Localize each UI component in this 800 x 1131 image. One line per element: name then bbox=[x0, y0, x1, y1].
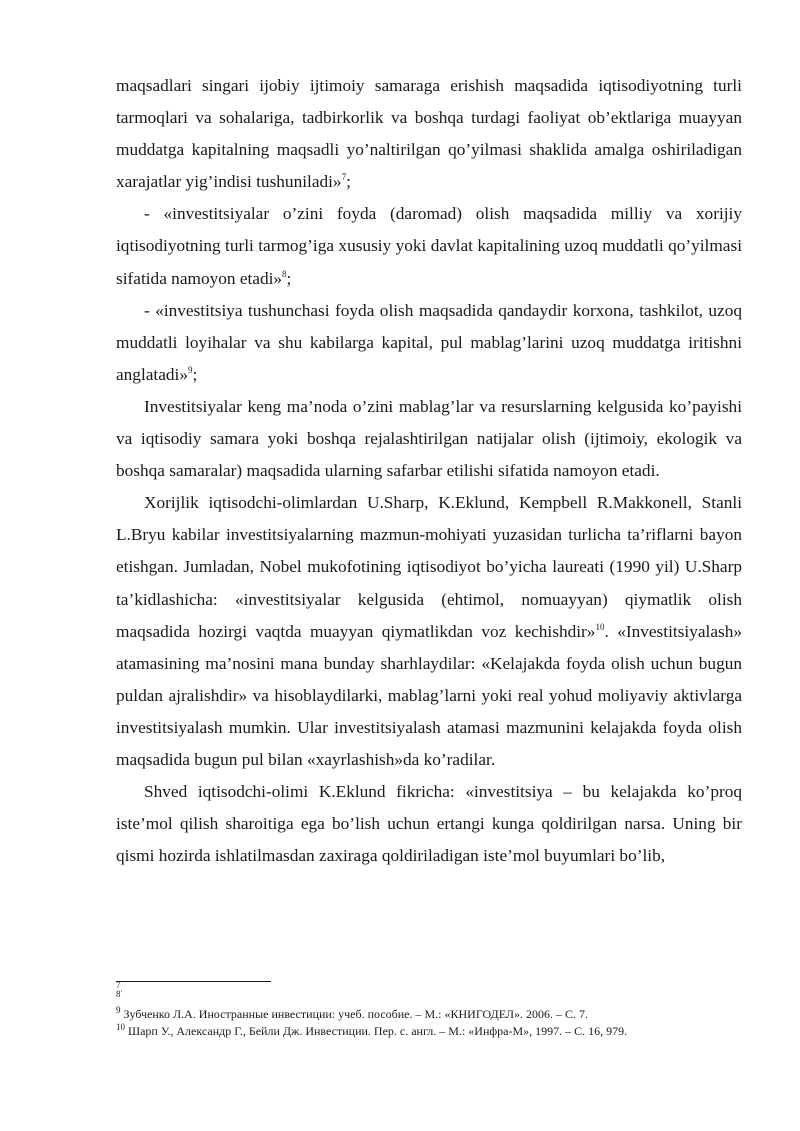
footnote-text: Шарп У., Александр Г., Бейли Дж. Инвестиции. Пер. с. англ. – М.: «Инфра-М», 1997. – С. 16, 979. bbox=[128, 1024, 628, 1039]
footnote-ref-10[interactable]: 10 bbox=[595, 621, 605, 632]
footnotes bbox=[116, 980, 742, 1040]
paragraph-4 bbox=[116, 391, 742, 487]
paragraph-3 bbox=[116, 295, 742, 391]
paragraph-5-text: Xorijlik iqtisodchi-olimlardan U.Sharp, K.Eklund, Kempbell R.Makkonell, Stanli L.Bryu kabilar investitsiyalarning mazmun-mohiyati yuzasidan turlicha ta’riflarni bayon etishgan. Jumladan, Nobel mukofotining iqtisodiyot bo’yicha laureati (1990 yil) U.Sharp ta’kidlashicha: «investitsiyalar kelgusida (ehtimol, nomuayyan) qiymatlik olish maqsadida hozirgi vaqtda muayyan qiymatlikdan voz kechishdir» bbox=[116, 493, 742, 641]
paragraph-1-end: ; bbox=[346, 172, 351, 192]
paragraph-2-end: ; bbox=[286, 268, 292, 288]
footnote-text: . bbox=[120, 984, 123, 994]
footnote-number: 7 bbox=[116, 980, 121, 990]
paragraph-6 bbox=[116, 776, 742, 872]
paragraph-5-end: . «Investitsiyalash» atamasining ma’nosini mana bunday sharhlaydilar: «Kelajakda foyda olish uchun bugun puldan ajralishdir» va hisoblaydilarki, mablag’larni yoki real yohud moliyaviy aktivlarga investitsiyalash mumkin. Ular investitsiyalash atamasi mazmunini kelajakda foyda olish maqsadida bugun pul bilan «xayrlashish»da ko’radilar. bbox=[116, 621, 743, 769]
footnote-7 bbox=[116, 980, 742, 994]
footnote-ref-9[interactable]: 9 bbox=[187, 365, 193, 376]
paragraph-1-text: maqsadlari singari ijobiy ijtimoiy samaraga erishish maqsadida iqtisodiyotning turli tarmoqlari va sohalariga, tadbirkorlik va boshqa turdagi faoliyat ob’ektlariga muayyan muddatga kapitalning maqsadli yo’naltirilgan qo’yilmasi shaklida amalga oshiriladigan xarajatlar yig’indisi tushuniladi» bbox=[116, 76, 742, 192]
footnote-number: 8 bbox=[116, 988, 121, 999]
footnote-ref-8[interactable]: 8 bbox=[282, 268, 287, 279]
paragraph-6-text: Shved iqtisodchi-olimi K.Eklund fikricha: «investitsiya – bu kelajakda ko’proq iste’mol qilish sharoitiga ega bo’lish uchun ertangi kunga qoldirilgan narsa. Uning bir qismi hozirda ishlatilmasdan zaxiraga qoldiriladigan iste’mol buyumlari bo’lib, bbox=[116, 782, 742, 866]
footnote-9 bbox=[116, 1006, 742, 1023]
footnote-ref-7[interactable]: 7 bbox=[341, 172, 347, 183]
paragraph-3-text: - «investitsiya tushunchasi foyda olish maqsadida qandaydir korxona, tashkilot, uzoq muddatli loyihalar va shu kabilarga kapital, pul mablag’larini uzoq muddatga iritishni anglatadi» bbox=[116, 300, 742, 384]
footnote-number: 9 bbox=[116, 1005, 121, 1016]
document-body bbox=[116, 70, 742, 872]
paragraph-4-text: Investitsiyalar keng ma’noda o’zini mablag’lar va resurslarning kelgusida ko’payishi va iqtisodiy samara yoki boshqa rejalashtirilgan natijalar olish (ijtimoiy, ekologik va boshqa samaralar) maqsadida ularning safarbar etilishi sifatida namoyon etadi. bbox=[116, 396, 742, 481]
footnote-10 bbox=[116, 1023, 742, 1040]
paragraph-2 bbox=[116, 198, 742, 294]
paragraph-1 bbox=[116, 70, 742, 198]
footnote-separator bbox=[116, 981, 271, 982]
footnote-number: 10 bbox=[116, 1022, 125, 1033]
footnote-8 bbox=[116, 988, 742, 1003]
paragraph-5 bbox=[116, 487, 742, 776]
paragraph-2-text: - «investitsiyalar o’zini foyda (daromad) olish maqsadida milliy va xorijiy iqtisodiyotning turli tarmog’iga xususiy yoki davlat kapitalining uzoq muddatli qo’yilmasi sifatida namoyon etadi» bbox=[116, 204, 742, 288]
paragraph-3-end: ; bbox=[192, 364, 198, 384]
footnote-text: Зубченко Л.А. Иностранные инвестиции: учеб. пособие. – М.: «КНИГОДЕЛ». 2006. – С. 7. bbox=[123, 1007, 589, 1022]
